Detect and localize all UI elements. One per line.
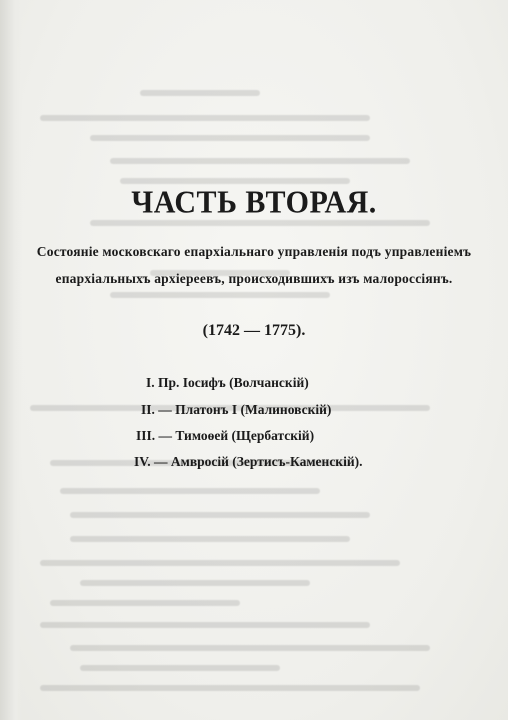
toc-row (141, 402, 331, 418)
toc-number: II. (141, 402, 155, 417)
subtitle-line-2: епархіальныхъ архіереевъ, происходившихъ изъ малороссіянъ. (55, 271, 453, 286)
toc-row (136, 428, 314, 444)
toc-number: I. (146, 375, 155, 390)
toc-entry: — Амвросій (Зертисъ-Каменскій). (154, 454, 363, 469)
subtitle-line-1: Состояніе московскаго епархіальнаго управленія подъ управленіемъ (36, 244, 472, 259)
date-range: (1742 — 1775). (202, 322, 306, 339)
toc-number: IV. (134, 454, 151, 469)
toc-number: III. (136, 428, 156, 443)
toc-row (146, 375, 309, 391)
toc-entry: — Тимоѳей (Щербатскій) (158, 428, 315, 443)
toc-row (134, 454, 363, 470)
toc-entry: Пр. Іосифъ (Волчанскій) (158, 375, 309, 390)
toc-entry: — Платонъ I (Малиновскій) (158, 402, 332, 417)
page-edge-shadow (0, 0, 22, 720)
part-title: ЧАСТЬ ВТОРАЯ. (131, 185, 377, 220)
